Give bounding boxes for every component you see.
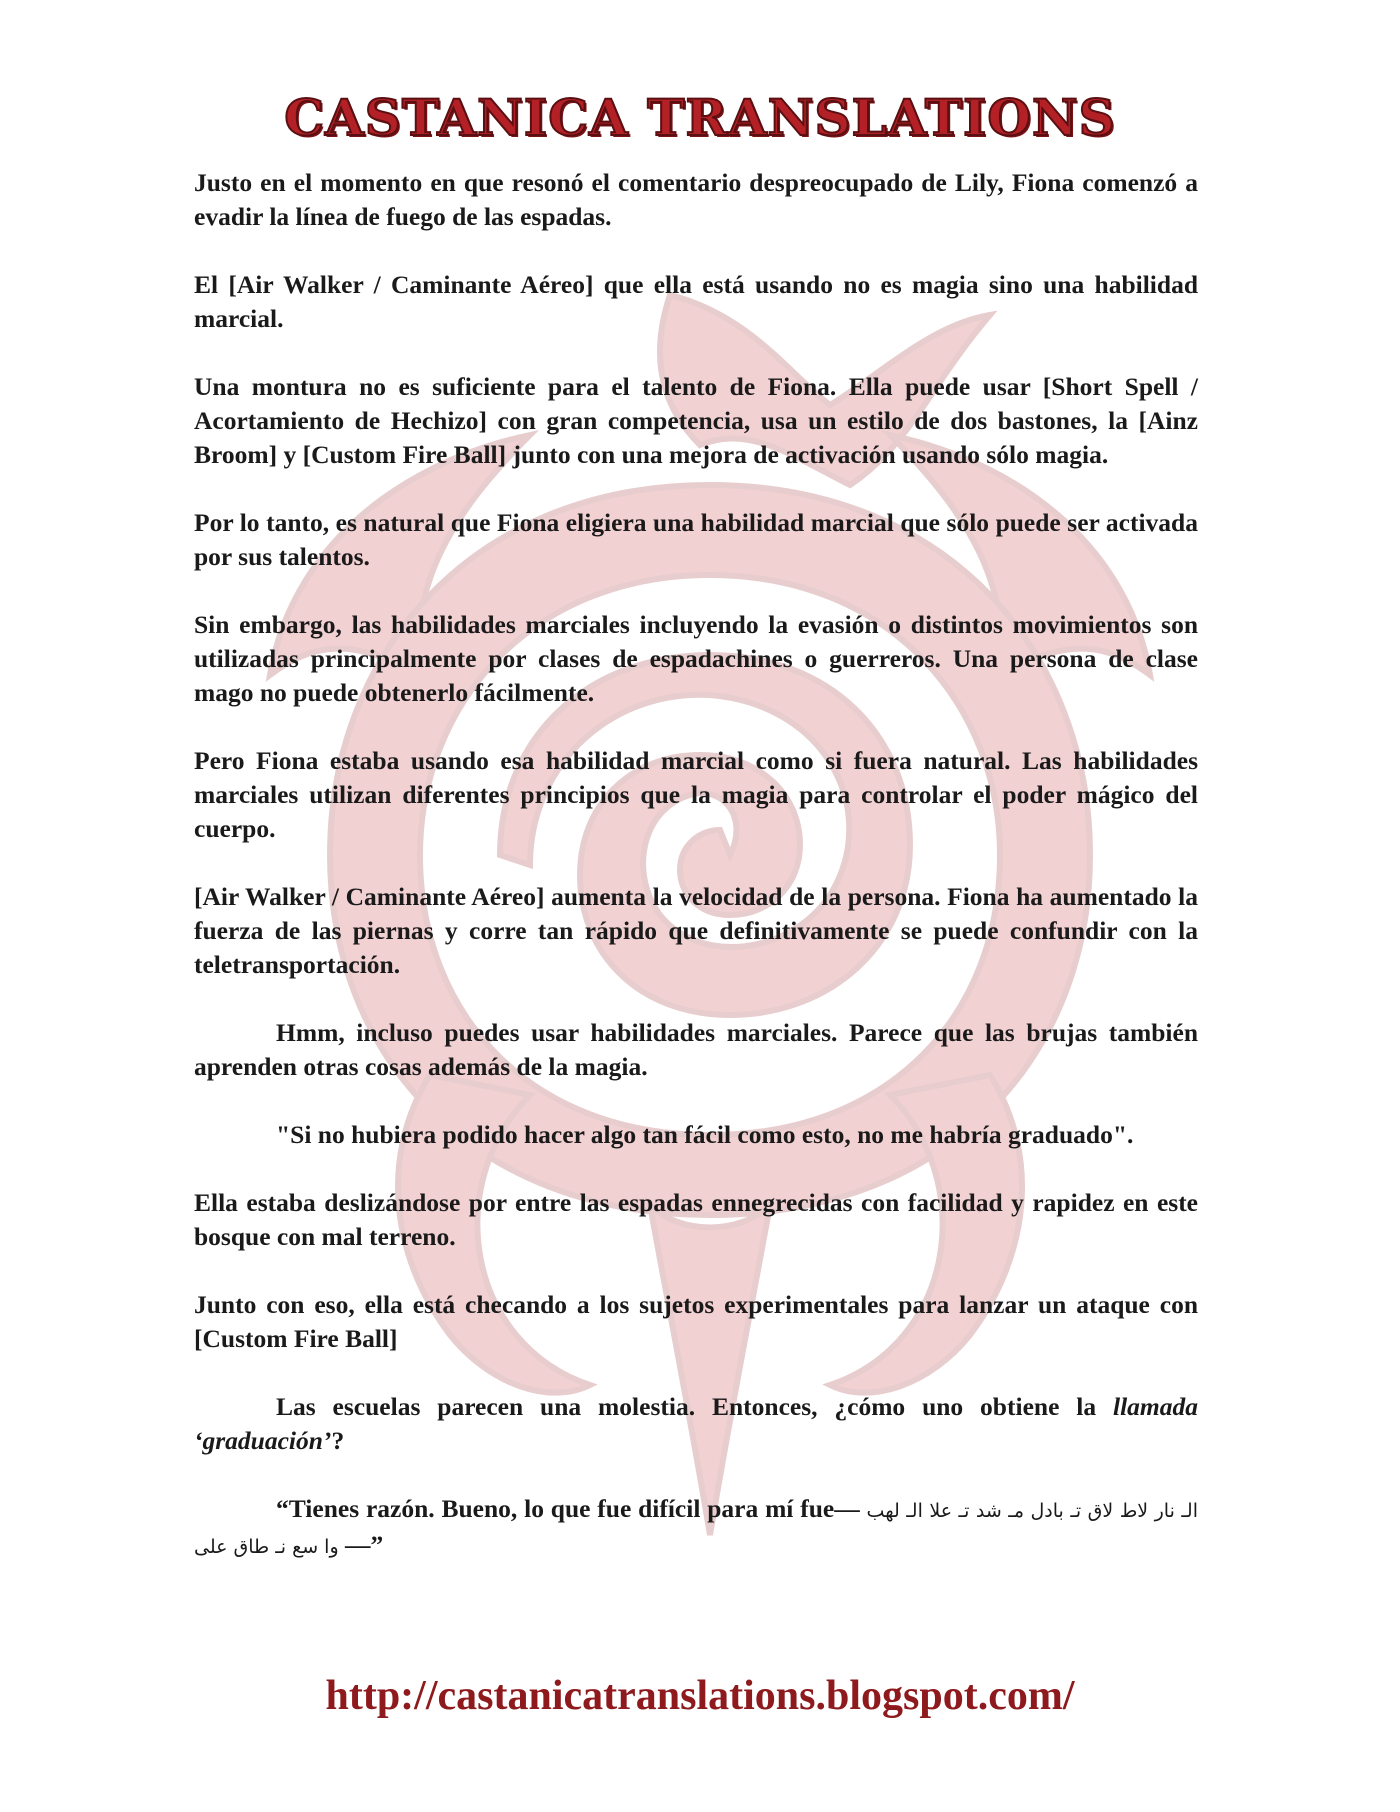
paragraph-graduation	[194, 1390, 1198, 1458]
paragraph: Una montura no es suficiente para el talento de Fiona. Ella puede usar [Short Spell / Acortamiento de Hechizo] con gran competencia, usa un estilo de dos bastones, la [Ainz Broom] y [Custom Fire Ball] junto con una mejora de activación usando sólo magia.	[194, 372, 1198, 469]
paragraph: Sin embargo, las habilidades marciales incluyendo la evasión o distintos movimientos son utilizadas principalmente por clases de espadachines o guerreros. Una persona de clase mago no puede obtenerlo fácilmente.	[194, 610, 1198, 707]
paragraph: El [Air Walker / Caminante Aéreo] que ella está usando no es magia sino una habilidad marcial.	[194, 270, 1198, 333]
site-title: CASTANICA TRANSLATIONS	[284, 88, 1116, 147]
arabic-text: الـ نار لاط لاق تـ بادل مـ شد تـ علا الـ لهب وا سع نـ طاق على	[194, 1500, 1198, 1558]
paragraph: Justo en el momento en que resonó el comentario despreocupado de Lily, Fiona comenzó a evadir la línea de fuego de las espadas.	[194, 168, 1198, 231]
paragraph: [Air Walker / Caminante Aéreo] aumenta la velocidad de la persona. Fiona ha aumentado la fuerza de las piernas y corre tan rápido que definitivamente se puede confundir con la teletransportación.	[194, 882, 1198, 979]
paragraph-end: ?	[331, 1426, 345, 1455]
paragraph-text: “Tienes razón. Bueno, lo que fue difícil para mí fue—	[276, 1494, 867, 1523]
footer-url-link[interactable]: http://castanicatranslations.blogspot.com/	[325, 1673, 1075, 1719]
paragraph: Junto con eso, ella está checando a los sujetos experimentales para lanzar un ataque con [Custom Fire Ball]	[194, 1290, 1198, 1353]
chapter-text	[194, 166, 1198, 1564]
paragraph: Pero Fiona estaba usando esa habilidad marcial como si fuera natural. Las habilidades marciales utilizan diferentes principios que la magia para controlar el poder mágico del cuerpo.	[194, 746, 1198, 843]
paragraph: Por lo tanto, es natural que Fiona eligiera una habilidad marcial que sólo puede ser activada por sus talentos.	[194, 508, 1198, 571]
paragraph: Ella estaba deslizándose por entre las espadas ennegrecidas con facilidad y rapidez en este bosque con mal terreno.	[194, 1188, 1198, 1251]
paragraph-end: —”	[338, 1530, 384, 1559]
paragraph: "Si no hubiera podido hacer algo tan fácil como esto, no me habría graduado".	[276, 1120, 1134, 1149]
paragraph-text: Las escuelas parecen una molestia. Entonces, ¿cómo uno obtiene la	[276, 1392, 1113, 1421]
paragraph-italic-text: llamada ‘graduación’	[194, 1392, 1198, 1455]
paragraph: Hmm, incluso puedes usar habilidades marciales. Parece que las brujas también aprenden otras cosas además de la magia.	[194, 1018, 1198, 1081]
paragraph-final	[194, 1492, 1198, 1564]
